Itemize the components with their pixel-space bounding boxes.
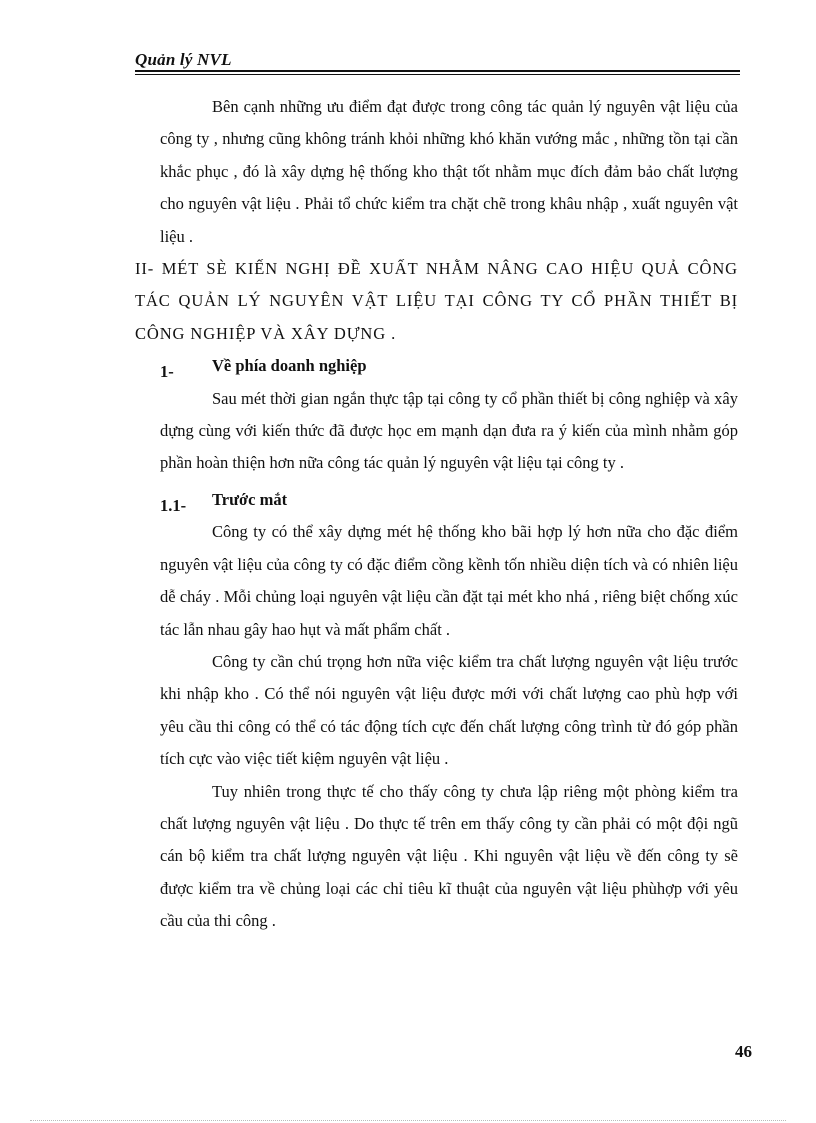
header-title: Quản lý NVL	[135, 50, 232, 69]
paragraph-1: Bên cạnh những ưu điểm đạt được trong công tác quản lý nguyên vật liệu của công ty , nhưng cũng không tránh khỏi những khó khăn vướng mắc , những tồn tại cần khắc phục , đó là xây dựng hệ thống kho thật tốt nhằm mục đích đảm bảo chất lượng cho nguyên vật liệu . Phải tổ chức kiểm tra chặt chẽ trong khâu nhập , xuất nguyên vật liệu .	[160, 97, 738, 246]
page-number: 46	[735, 1042, 752, 1061]
section-2-heading: II- MÉT SÈ KIẾN NGHỊ ĐỀ XUẤT NHẰM NÂNG CAO HIỆU QUẢ CÔNG TÁC QUẢN LÝ NGUYÊN VẬT LIỆU TẠI CÔNG TY CỔ PHẦN THIẾT BỊ CÔNG NGHIỆP VÀ XÂY DỰNG .	[135, 259, 738, 343]
subsection-1-1-heading	[160, 484, 738, 516]
paragraph-3: Công ty có thể xây dựng mét hệ thống kho bãi hợp lý hơn nữa cho đặc điểm nguyên vật liệu của công ty có đặc điểm cồng kềnh tốn nhiều diện tích và có nhiên liệu dễ cháy . Mỗi chủng loại nguyên vật liệu cần đặt tại mét kho nhá , riêng biệt chống xúc tác lẫn nhau gây hao hụt và mất phẩm chất .	[160, 522, 738, 639]
subsection-1-heading	[160, 350, 738, 382]
paragraph-2: Sau mét thời gian ngắn thực tập tại công ty cổ phần thiết bị công nghiệp và xây dựng cùng với kiến thức đã được học em mạnh dạn đưa ra ý kiến của mình nhằm góp phần hoàn thiện hơn nữa công tác quản lý nguyên vật liệu tại công ty .	[160, 388, 738, 473]
header-rule-thick	[135, 70, 740, 72]
paragraph-5: Tuy nhiên trong thực tế cho thấy công ty chưa lập riêng một phòng kiểm tra chất lượng nguyên vật liệu . Do thực tế trên em thấy công ty cần phải có một đội ngũ cán bộ kiểm tra chất lượng nguyên vật liệu . Khi nguyên vật liệu về đến công ty sẽ được kiểm tra về chủng loại các chỉ tiêu kĩ thuật của nguyên vật liệu phùhợp với yêu cầu của thi công .	[160, 781, 738, 931]
subsection-1-1-title: Trước mắt	[212, 489, 288, 509]
subsection-1-title: Về phía doanh nghiệp	[212, 356, 367, 376]
page-content	[135, 91, 738, 938]
page-bottom-border	[30, 1120, 786, 1121]
subsection-1-1-number: 1.1-	[160, 495, 187, 515]
header-rule-thin	[135, 74, 740, 75]
paragraph-4: Công ty cần chú trọng hơn nữa việc kiểm tra chất lượng nguyên vật liệu trước khi nhập kho . Có thể nói nguyên vật liệu được mới với chất lượng cao phù hợp với yêu cầu thi công có thể có tác động tích cực đến chất lượng công trình từ đó góp phần tích cực vào việc tiết kiệm nguyên vật liệu .	[160, 651, 738, 769]
subsection-1-number: 1-	[160, 362, 174, 382]
